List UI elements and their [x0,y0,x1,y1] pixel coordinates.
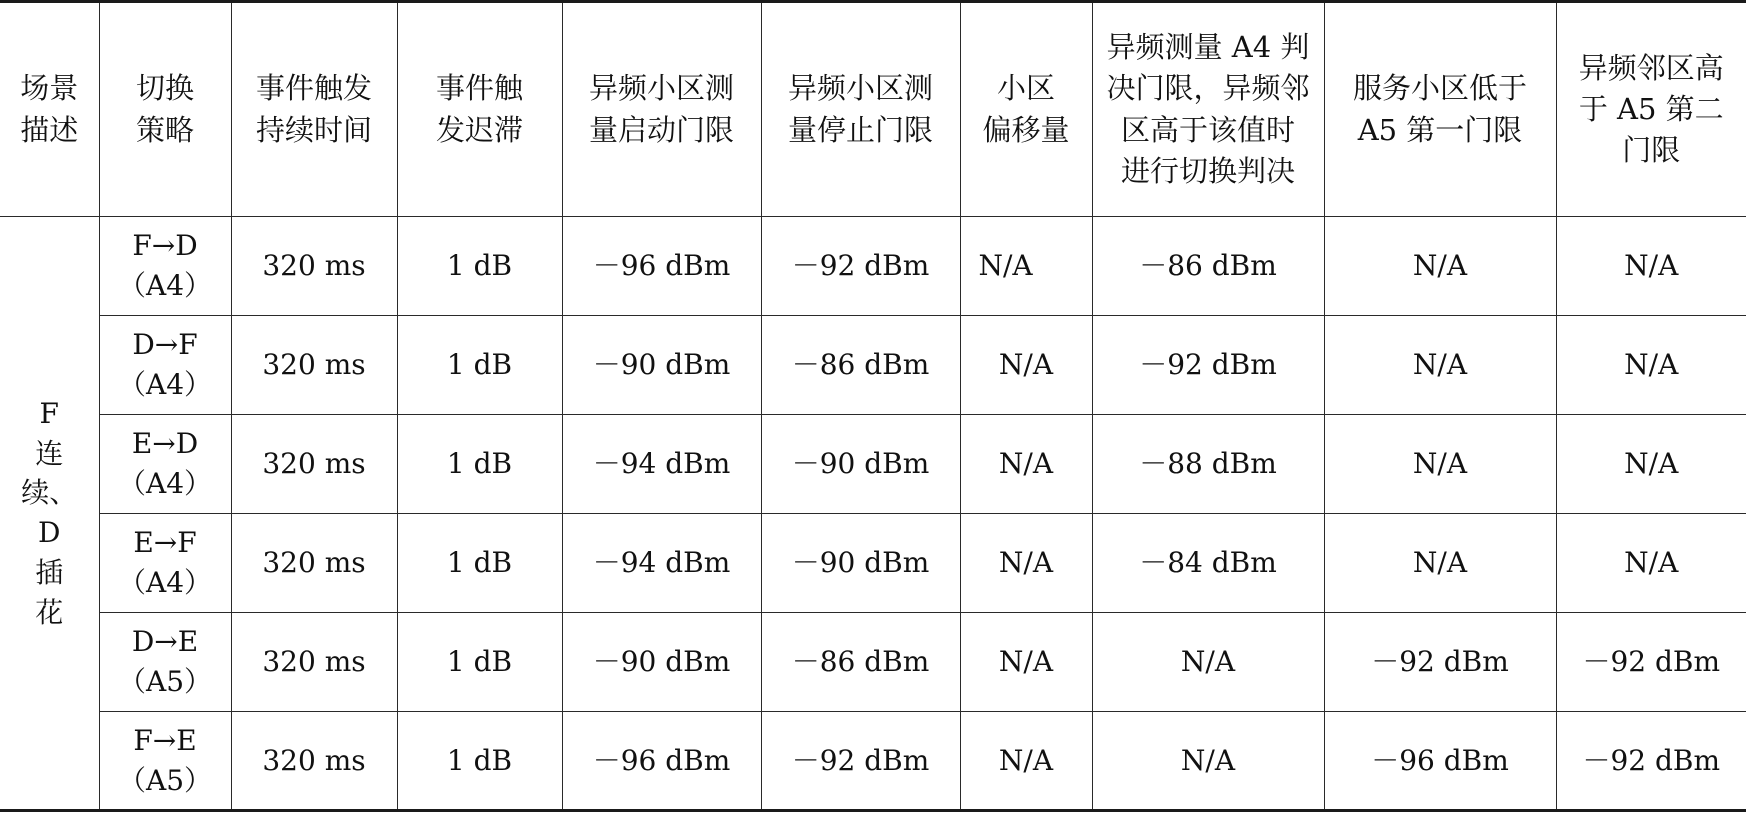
a4-threshold-cell: －86 dBm [1092,217,1324,316]
a5-threshold-1-cell: N/A [1324,217,1556,316]
a5-threshold-1-cell: N/A [1324,514,1556,613]
a4-threshold-cell: N/A [1092,712,1324,811]
time-to-trigger-cell: 320 ms [231,712,397,811]
time-to-trigger-cell: 320 ms [231,415,397,514]
a5-threshold-2-cell: N/A [1556,316,1746,415]
hysteresis-cell: 1 dB [397,316,562,415]
header-a4-threshold: 异频测量 A4 判 决门限，异频邻 区高于该值时 进行切换判决 [1092,2,1324,217]
a5-threshold-2-cell: －92 dBm [1556,613,1746,712]
a4-threshold-cell: N/A [1092,613,1324,712]
header-a5-threshold-1: 服务小区低于 A5 第一门限 [1324,2,1556,217]
header-hysteresis: 事件触 发迟滞 [397,2,562,217]
stop-threshold-cell: －92 dBm [761,217,960,316]
cell-offset-cell: N/A [960,316,1092,415]
header-row [0,2,1746,217]
a5-threshold-2-cell: N/A [1556,217,1746,316]
cell-offset-cell: N/A [960,613,1092,712]
strategy-cell: E→D （A4） [99,415,231,514]
a5-threshold-1-cell: －92 dBm [1324,613,1556,712]
start-threshold-cell: －90 dBm [562,613,761,712]
start-threshold-cell: －90 dBm [562,316,761,415]
a5-threshold-2-cell: N/A [1556,514,1746,613]
strategy-cell: D→F （A4） [99,316,231,415]
hysteresis-cell: 1 dB [397,514,562,613]
a5-threshold-1-cell: N/A [1324,316,1556,415]
table-row [0,712,1746,811]
header-cell-offset: 小区 偏移量 [960,2,1092,217]
strategy-cell: F→D （A4） [99,217,231,316]
table-row [0,613,1746,712]
strategy-cell: D→E （A5） [99,613,231,712]
stop-threshold-cell: －90 dBm [761,415,960,514]
table-row [0,415,1746,514]
a4-threshold-cell: －84 dBm [1092,514,1324,613]
header-a5-threshold-2: 异频邻区高 于 A5 第二 门限 [1556,2,1746,217]
cell-offset-cell: N/A [960,712,1092,811]
scene-cell: F 连 续、 D 插 花 [0,217,99,811]
a4-threshold-cell: －92 dBm [1092,316,1324,415]
header-time-to-trigger: 事件触发 持续时间 [231,2,397,217]
stop-threshold-cell: －90 dBm [761,514,960,613]
table-row [0,514,1746,613]
start-threshold-cell: －96 dBm [562,712,761,811]
strategy-cell: F→E （A5） [99,712,231,811]
time-to-trigger-cell: 320 ms [231,613,397,712]
start-threshold-cell: －94 dBm [562,415,761,514]
table-row [0,316,1746,415]
header-measurement-start-threshold: 异频小区测 量启动门限 [562,2,761,217]
a5-threshold-2-cell: －92 dBm [1556,712,1746,811]
start-threshold-cell: －94 dBm [562,514,761,613]
a4-threshold-cell: －88 dBm [1092,415,1324,514]
a5-threshold-1-cell: N/A [1324,415,1556,514]
hysteresis-cell: 1 dB [397,217,562,316]
header-handover-strategy: 切换 策略 [99,2,231,217]
cell-offset-cell: N/A [960,415,1092,514]
hysteresis-cell: 1 dB [397,415,562,514]
time-to-trigger-cell: 320 ms [231,316,397,415]
cell-offset-cell: N/A [960,217,1092,316]
a5-threshold-2-cell: N/A [1556,415,1746,514]
a5-threshold-1-cell: －96 dBm [1324,712,1556,811]
header-measurement-stop-threshold: 异频小区测 量停止门限 [761,2,960,217]
stop-threshold-cell: －92 dBm [761,712,960,811]
strategy-cell: E→F （A4） [99,514,231,613]
cell-offset-cell: N/A [960,514,1092,613]
hysteresis-cell: 1 dB [397,712,562,811]
stop-threshold-cell: －86 dBm [761,613,960,712]
stop-threshold-cell: －86 dBm [761,316,960,415]
hysteresis-cell: 1 dB [397,613,562,712]
time-to-trigger-cell: 320 ms [231,217,397,316]
start-threshold-cell: －96 dBm [562,217,761,316]
time-to-trigger-cell: 320 ms [231,514,397,613]
header-scene-description: 场景 描述 [0,2,99,217]
table-row [0,217,1746,316]
